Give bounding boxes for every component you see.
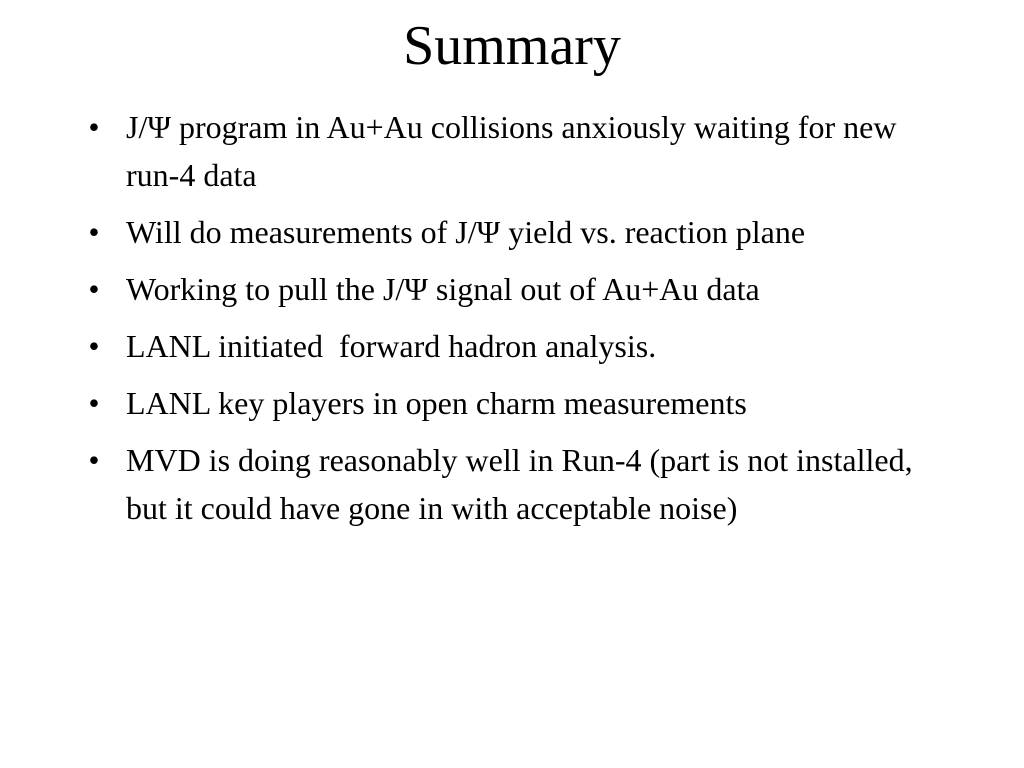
bullet-text: J/Ψ program in Au+Au collisions anxiously waiting for new run-4 data xyxy=(126,109,897,193)
bullet-item xyxy=(84,208,914,256)
bullet-text: LANL initiated forward hadron analysis. xyxy=(126,328,657,364)
bullet-item xyxy=(84,322,914,370)
bullet-dot-icon: • xyxy=(88,271,100,307)
bullet-dot-icon: • xyxy=(88,214,100,250)
slide-title: Summary xyxy=(403,15,621,77)
bullet-item xyxy=(84,265,914,313)
bullet-text: MVD is doing reasonably well in Run-4 (part is not installed, but it could have gone in with acceptable noise) xyxy=(126,442,913,526)
bullet-item xyxy=(84,379,914,427)
bullet-dot-icon: • xyxy=(88,328,100,364)
bullet-text: Working to pull the J/Ψ signal out of Au+Au data xyxy=(126,271,760,307)
bullet-dot-icon: • xyxy=(88,109,100,145)
bullet-list xyxy=(84,103,914,541)
bullet-dot-icon: • xyxy=(88,385,100,421)
bullet-dot-icon: • xyxy=(88,442,100,478)
bullet-item xyxy=(84,103,914,199)
bullet-text: Will do measurements of J/Ψ yield vs. reaction plane xyxy=(126,214,806,250)
bullet-text: LANL key players in open charm measurements xyxy=(126,385,747,421)
bullet-item xyxy=(84,436,914,532)
